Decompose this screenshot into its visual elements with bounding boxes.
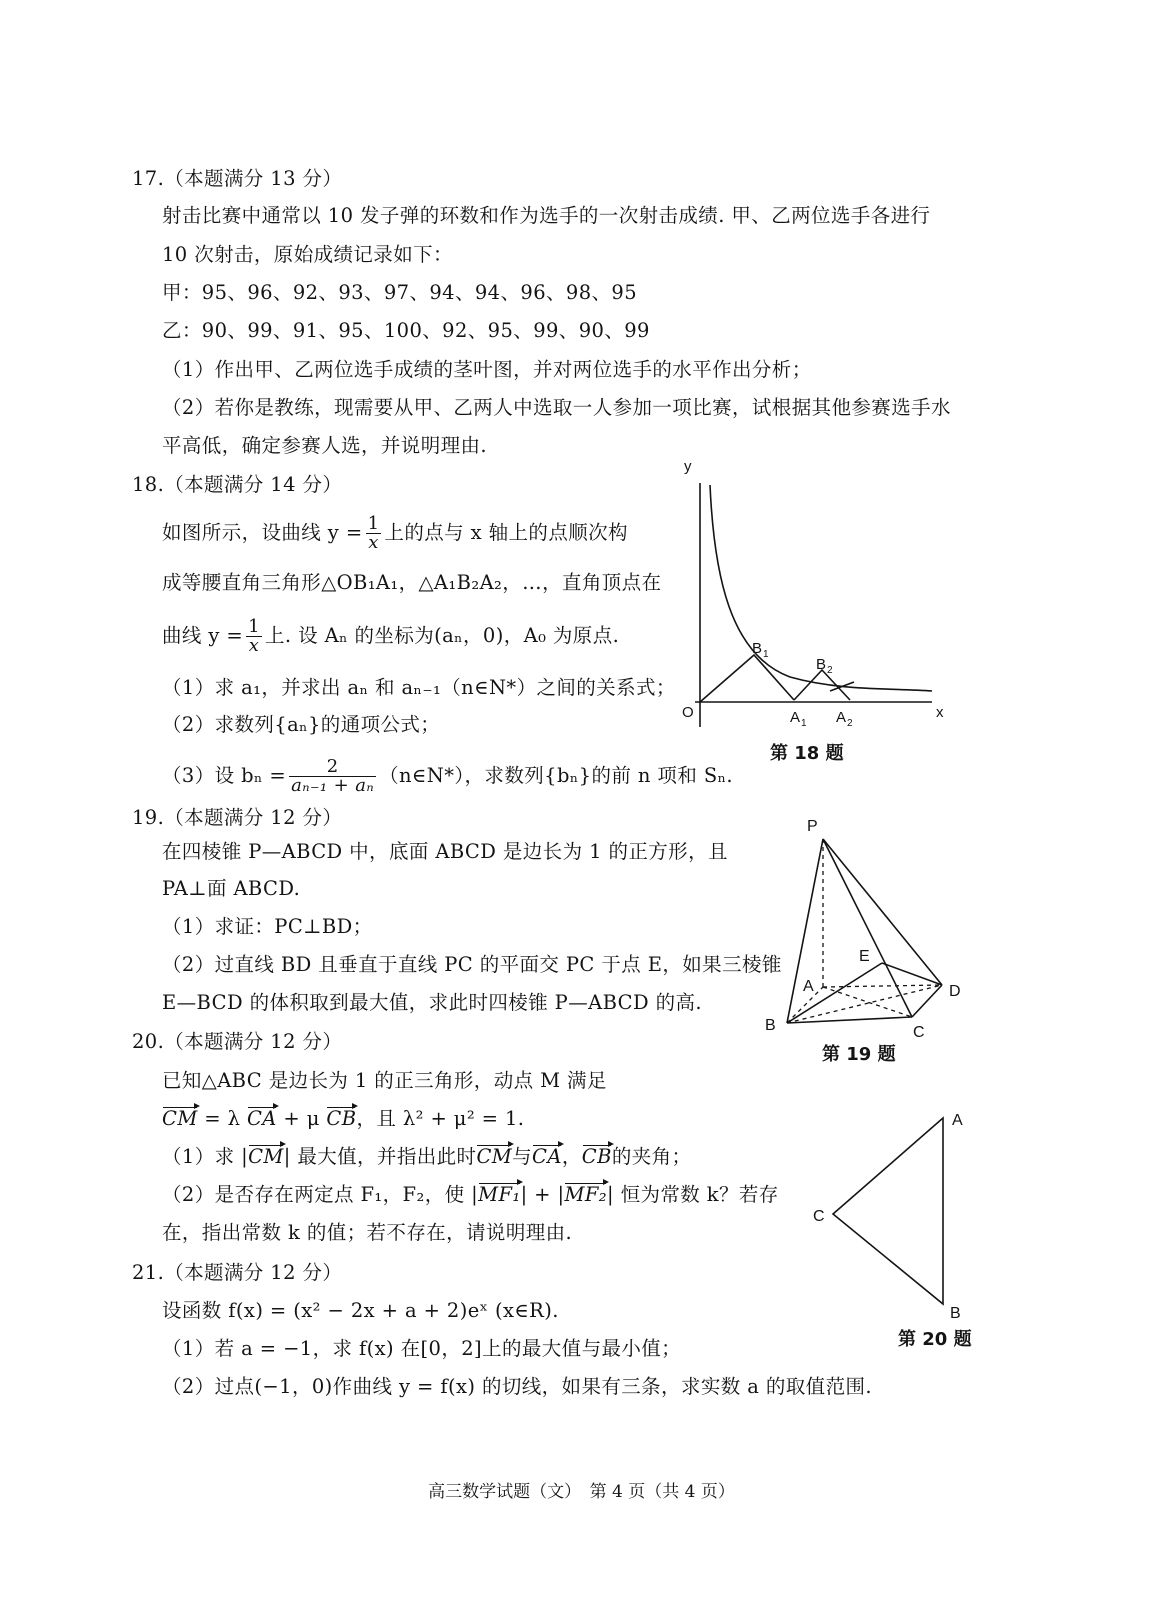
triangle-ABC xyxy=(833,1118,943,1304)
q21-part2: （2）过点(−1，0)作曲线 y = f(x) 的切线，如果有三条，求实数 a 的取值范围. xyxy=(162,1375,872,1398)
q18-text-line3 xyxy=(162,618,619,655)
q18-heading: 18.（本题满分 14 分） xyxy=(132,473,343,496)
eq-lambda: = λ xyxy=(197,1107,247,1130)
figure-18-hyperbola xyxy=(670,455,970,745)
fig19-label-a: A xyxy=(803,978,814,995)
fig20-label-c: C xyxy=(813,1208,825,1225)
fraction-numerator: 1 xyxy=(248,616,261,637)
q20-part1-suffix: 的夹角； xyxy=(611,1145,692,1168)
q20-part1 xyxy=(162,1144,691,1170)
fig18-label-a1-sub: 1 xyxy=(801,718,807,729)
fig18-label-b2: B xyxy=(816,656,827,673)
vector-MF1: MF₁ xyxy=(478,1183,521,1206)
q19-part2-line1: （2）过直线 BD 且垂直于直线 PC 的平面交 PC 于点 E，如果三棱锥 xyxy=(162,953,782,976)
q18-part3-prefix: （3）设 bₙ = xyxy=(162,764,287,787)
one-over-x-fraction xyxy=(366,515,382,552)
q17-part2-line2: 平高低，确定参赛人选，并说明理由. xyxy=(162,434,487,457)
edge-AD-hidden xyxy=(823,985,942,987)
fraction-numerator: 1 xyxy=(367,513,380,534)
q20-part2-line1 xyxy=(162,1182,779,1208)
fig20-label-a: A xyxy=(952,1112,963,1129)
q17-text-line2: 10 次射击，原始成绩记录如下： xyxy=(162,243,453,266)
q20-part2-plus: | + | xyxy=(520,1183,565,1206)
fig18-label-y: y xyxy=(684,458,692,475)
fig18-label-b1-sub: 1 xyxy=(763,649,769,660)
q19-text-line2: PA⊥面 ABCD. xyxy=(162,877,301,900)
fraction-denominator: x xyxy=(248,635,260,656)
q18-line1-suffix: 上的点与 x 轴上的点顺次构 xyxy=(384,521,628,544)
eq-mu: + μ xyxy=(276,1107,327,1130)
fig19-label-b: B xyxy=(765,1017,776,1034)
segment-BE xyxy=(787,963,882,1023)
q17-part1: （1）作出甲、乙两位选手成绩的茎叶图，并对两位选手的水平作出分析； xyxy=(162,358,812,381)
q21-text-line1: 设函数 f(x) = (x² − 2x + a + 2)eˣ (x∈R). xyxy=(162,1299,559,1322)
figure-20-caption: 第 20 题 xyxy=(898,1329,972,1350)
fraction-numerator: 2 xyxy=(289,758,376,777)
fig18-label-a1: A xyxy=(790,709,801,726)
q19-part1: （1）求证：PC⊥BD； xyxy=(162,915,373,938)
fig18-label-x: x xyxy=(936,704,944,721)
vector-CA: CA xyxy=(246,1107,277,1130)
vector-CB: CB xyxy=(326,1107,357,1130)
vector-CB: CB xyxy=(581,1145,612,1168)
q18-line3-suffix: 上. 设 Aₙ 的坐标为(aₙ，0)，A₀ 为原点. xyxy=(265,624,620,647)
fig18-label-a2-sub: 2 xyxy=(847,718,853,729)
q17-text-line1: 射击比赛中通常以 10 发子弹的环数和作为选手的一次射击成绩. 甲、乙两位选手各进行 xyxy=(162,204,931,227)
triangle-OB1A1 xyxy=(700,655,794,702)
fig20-label-b: B xyxy=(950,1305,961,1322)
fig18-label-b2-sub: 2 xyxy=(827,665,833,676)
q20-heading: 20.（本题满分 12 分） xyxy=(132,1030,343,1053)
q19-heading: 19.（本题满分 12 分） xyxy=(132,806,343,829)
q20-text-line1: 已知△ABC 是边长为 1 的正三角形，动点 M 满足 xyxy=(162,1069,607,1092)
triangle-A1B2A2 xyxy=(794,670,850,700)
figure-18-caption: 第 18 题 xyxy=(770,743,844,764)
q17-heading: 17.（本题满分 13 分） xyxy=(132,167,343,190)
q19-text-line1: 在四棱锥 P—ABCD 中，底面 ABCD 是边长为 1 的正方形，且 xyxy=(162,840,728,863)
q20-part1-with: 与 xyxy=(512,1145,533,1168)
bn-fraction xyxy=(289,758,376,795)
q17-score-yi: 乙：90、99、91、95、100、92、95、99、90、99 xyxy=(162,319,650,342)
q21-part1: （1）若 a = −1，求 f(x) 在[0，2]上的最大值与最小值； xyxy=(162,1337,682,1360)
q18-text-line2: 成等腰直角三角形△OB₁A₁，△A₁B₂A₂，…，直角顶点在 xyxy=(162,571,662,594)
fraction-denominator: x xyxy=(368,532,379,553)
figure-19-caption: 第 19 题 xyxy=(822,1044,896,1065)
q21-heading: 21.（本题满分 12 分） xyxy=(132,1261,343,1284)
q18-line1-prefix: 如图所示，设曲线 y = xyxy=(162,521,363,544)
vector-CM: CM xyxy=(476,1145,513,1168)
q17-score-jia: 甲：95、96、92、93、97、94、94、96、98、95 xyxy=(162,281,638,304)
figure-19-pyramid xyxy=(755,805,980,1065)
fig18-label-o: O xyxy=(682,704,694,721)
fig18-label-b1: B xyxy=(752,640,763,657)
fig19-label-c: C xyxy=(913,1024,925,1041)
fig19-label-p: P xyxy=(807,818,818,835)
edge-PC xyxy=(823,839,912,1017)
q18-text-line1 xyxy=(162,515,628,552)
q20-part1-prefix: （1）求 | xyxy=(162,1145,249,1168)
vector-CA: CA xyxy=(532,1145,562,1168)
vector-MF2: MF₂ xyxy=(564,1183,607,1206)
fig18-label-a2: A xyxy=(836,709,847,726)
eq-condition: ，且 λ² + μ² = 1. xyxy=(356,1107,525,1130)
q18-part2: （2）求数列{aₙ}的通项公式； xyxy=(162,713,441,736)
q20-part2-suffix: | 恒为常数 k？若存 xyxy=(607,1183,779,1206)
page-footer: 高三数学试题（文） 第 4 页（共 4 页） xyxy=(428,1482,735,1502)
q20-vector-equation xyxy=(162,1106,524,1132)
q20-part1-comma: ， xyxy=(561,1145,582,1168)
one-over-x-fraction xyxy=(246,618,262,655)
vector-CM: CM xyxy=(162,1107,198,1130)
edge-PB xyxy=(787,839,823,1023)
q20-part2-prefix: （2）是否存在两定点 F₁，F₂，使 | xyxy=(162,1183,479,1206)
figure-20-triangle xyxy=(805,1100,985,1330)
edge-CD xyxy=(912,985,942,1017)
vector-CM: CM xyxy=(248,1145,284,1168)
fig19-label-d: D xyxy=(949,983,961,1000)
fraction-denominator: aₙ₋₁ + aₙ xyxy=(291,775,375,796)
q20-part2-line2: 在，指出常数 k 的值；若不存在，请说明理由. xyxy=(162,1221,573,1244)
q18-part3 xyxy=(162,758,733,795)
q18-part3-suffix: （n∈N*），求数列{bₙ}的前 n 项和 Sₙ. xyxy=(379,764,734,787)
q17-part2-line1: （2）若你是教练，现需要从甲、乙两人中选取一人参加一项比赛，试根据其他参赛选手水 xyxy=(162,396,951,419)
q19-part2-line2: E—BCD 的体积取到最大值，求此时四棱锥 P—ABCD 的高. xyxy=(162,991,703,1014)
q18-part1: （1）求 a₁，并求出 aₙ 和 aₙ₋₁（n∈N*）之间的关系式； xyxy=(162,676,676,699)
q20-part1-mid: | 最大值，并指出此时 xyxy=(283,1145,477,1168)
fig19-label-e: E xyxy=(859,948,870,965)
q18-line3-prefix: 曲线 y = xyxy=(162,624,244,647)
